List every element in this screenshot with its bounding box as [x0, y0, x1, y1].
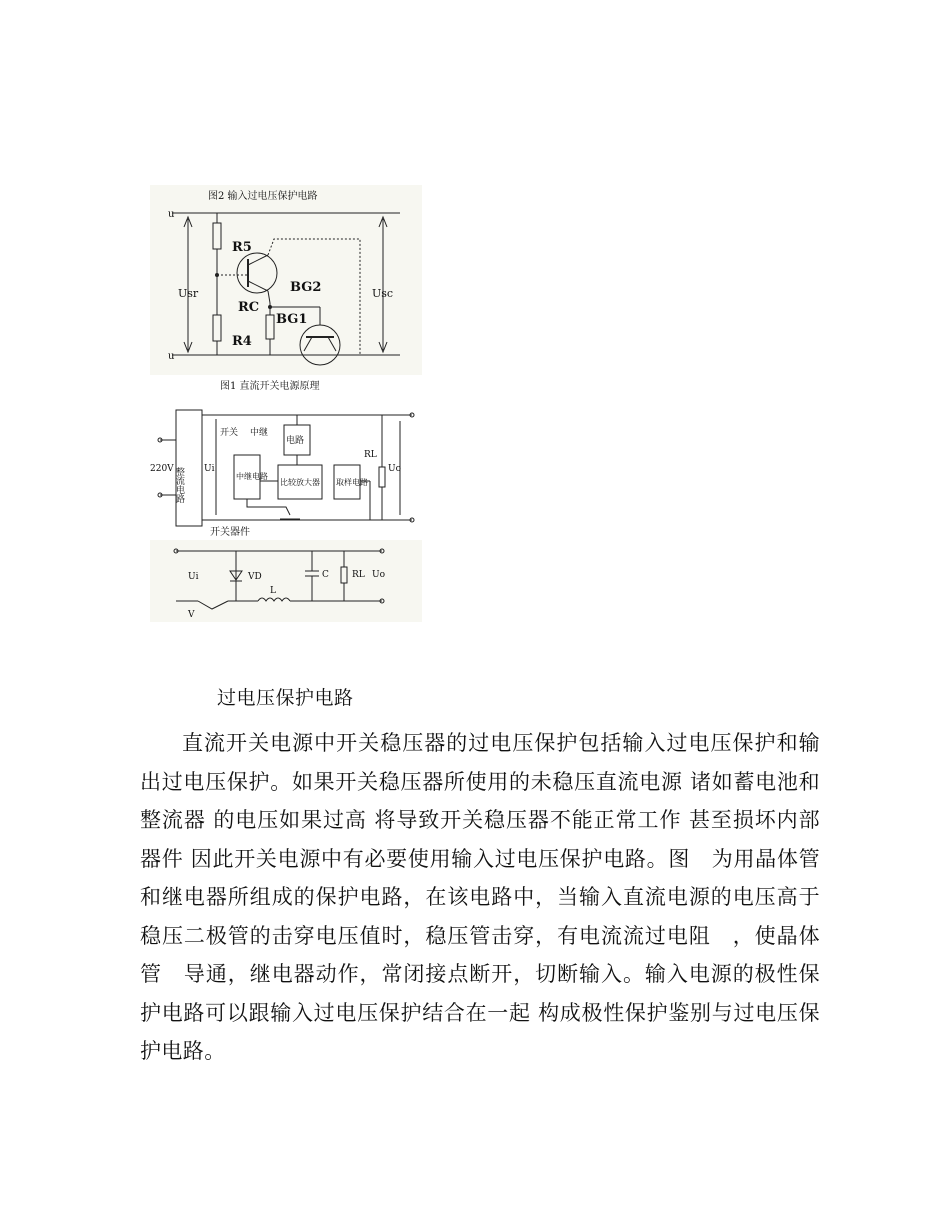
label-l: L — [270, 586, 276, 596]
middle-circuit-diagram — [150, 375, 422, 538]
label-uo-bottom: Uo — [372, 570, 386, 580]
label-ui-mid: Ui — [204, 464, 215, 474]
section-heading: 过电压保护电路 — [217, 687, 354, 709]
body-paragraph: 直流开关电源中开关稳压器的过电压保护包括输入过电压保护和输出过电压保护。如果开关稳压器所使用的未稳压直流电源 诸如蓄电池和整流器 的电压如果过高 将导致开关稳压器不能正常工作 甚至损坏内部器件 因此开关电源中有必要使用输入过电压保护电路。图 为用晶体管和继电器所组成的保护电路，在该电路中，当输入直流电源的电压高于稳压二极管的击穿电压值时，稳压管击穿，有电流流过电阻 ，使晶体管 导通，继电器动作，常闭接点断开，切断输入。输入电源的极性保护电路可以跟输入过电压保护结合在一起 构成极性保护鉴别与过电压保护电路。 — [140, 731, 820, 1063]
label-rl-bottom: RL — [352, 570, 365, 580]
label-switch: 开关 — [220, 428, 239, 438]
circuit-figure — [150, 185, 422, 622]
bottom-circuit-diagram — [150, 540, 422, 622]
block-right: 取样电路 — [336, 478, 368, 487]
label-u-left-top: u — [168, 209, 175, 220]
block-top: 电路 — [286, 436, 305, 446]
label-220v: 220V — [150, 464, 174, 474]
label-bg1: BG1 — [276, 312, 308, 327]
label-r5: R5 — [232, 240, 252, 255]
top-circuit-caption: 图2 输入过电压保护电路 — [208, 191, 318, 202]
label-r4: R4 — [232, 334, 252, 349]
top-circuit-diagram — [150, 185, 422, 375]
block-mid: 中继电路 — [236, 472, 268, 481]
label-vd: VD — [248, 572, 262, 582]
label-v: V — [188, 610, 195, 620]
label-relay: 中继 — [250, 428, 269, 438]
middle-circuit-caption: 图1 直流开关电源原理 — [220, 381, 320, 392]
label-ui-bottom: Ui — [188, 572, 199, 582]
label-uo-mid: Uo — [388, 464, 402, 474]
label-rc: RC — [238, 300, 260, 315]
label-rl-mid: RL — [364, 450, 377, 460]
label-usr: Usr — [178, 287, 199, 300]
block-center: 比较放大器 — [280, 478, 320, 487]
label-usc: Usc — [372, 287, 394, 300]
label-rectifier: 整流电路 — [174, 467, 184, 503]
label-switch-device: 开关器件 — [210, 527, 250, 538]
label-c: C — [322, 570, 329, 580]
label-bg2: BG2 — [290, 280, 322, 295]
label-u-left-bottom: u — [168, 351, 175, 362]
